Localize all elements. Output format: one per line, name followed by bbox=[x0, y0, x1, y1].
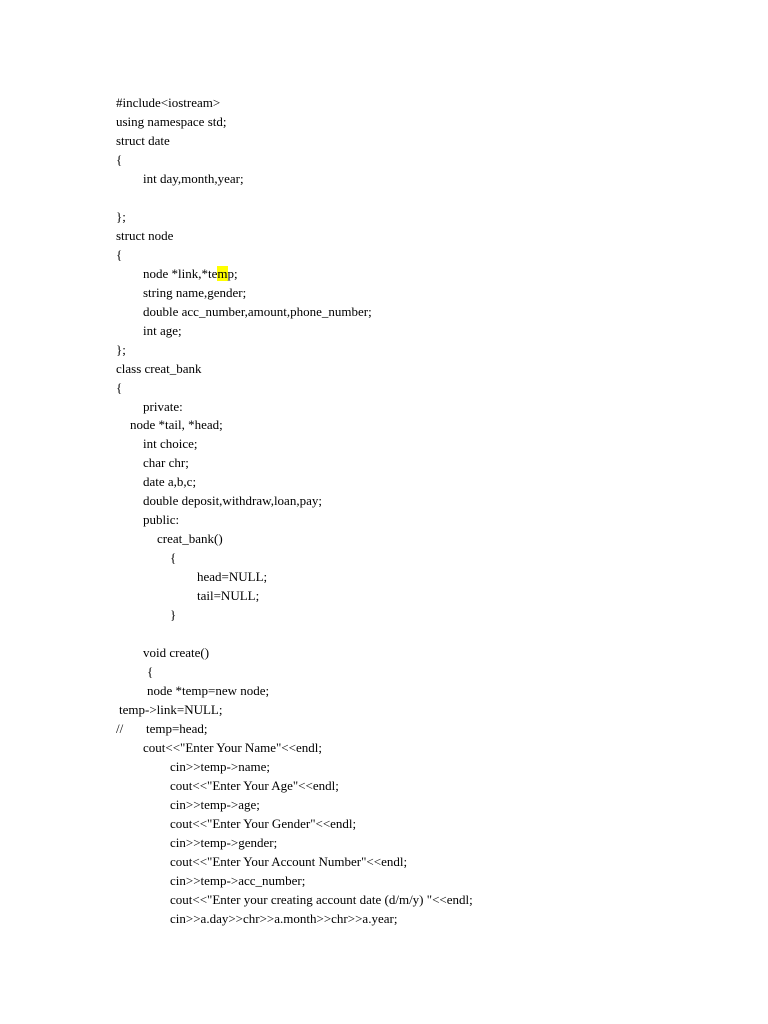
code-line-text: { bbox=[116, 379, 123, 395]
code-line bbox=[116, 891, 473, 910]
code-line bbox=[116, 872, 473, 891]
code-line bbox=[116, 910, 473, 929]
code-line-text: cin>>temp->age; bbox=[170, 796, 260, 812]
code-line bbox=[116, 549, 473, 568]
code-line bbox=[116, 208, 473, 227]
code-line bbox=[116, 113, 473, 132]
code-line bbox=[116, 853, 473, 872]
code-listing bbox=[116, 94, 473, 929]
code-line-text: }; bbox=[116, 208, 126, 224]
code-line bbox=[116, 416, 473, 435]
code-line bbox=[116, 644, 473, 663]
code-line bbox=[116, 454, 473, 473]
code-line bbox=[116, 587, 473, 606]
code-line bbox=[116, 568, 473, 587]
code-line-text: int choice; bbox=[143, 436, 198, 452]
code-line-text: double acc_number,amount,phone_number; bbox=[143, 303, 372, 319]
code-line-text: node *link,*te bbox=[143, 265, 218, 281]
code-line-text: { bbox=[116, 151, 123, 167]
code-line-text: { bbox=[116, 246, 123, 262]
code-line bbox=[116, 758, 473, 777]
code-line-text: tail=NULL; bbox=[197, 588, 260, 604]
code-line bbox=[116, 132, 473, 151]
code-line bbox=[116, 94, 473, 113]
code-line bbox=[116, 341, 473, 360]
code-line-text: node *tail, *head; bbox=[130, 417, 223, 433]
code-line bbox=[116, 170, 473, 189]
code-line-text: date a,b,c; bbox=[143, 474, 197, 490]
code-line bbox=[116, 815, 473, 834]
code-line bbox=[116, 473, 473, 492]
code-line-text: private: bbox=[143, 398, 183, 414]
code-line bbox=[116, 796, 473, 815]
code-line-text-tail: p; bbox=[227, 265, 238, 281]
code-line bbox=[116, 625, 473, 644]
code-line bbox=[116, 682, 473, 701]
code-line bbox=[116, 265, 473, 284]
code-line-text: { bbox=[147, 664, 154, 680]
code-line bbox=[116, 151, 473, 170]
code-line bbox=[116, 435, 473, 454]
code-line-text: char chr; bbox=[143, 455, 189, 471]
code-line-text: cin>>a.day>>chr>>a.month>>chr>>a.year; bbox=[170, 910, 398, 926]
code-line bbox=[116, 701, 473, 720]
code-line bbox=[116, 284, 473, 303]
text-highlight: m bbox=[217, 265, 228, 281]
code-line bbox=[116, 777, 473, 796]
code-line bbox=[116, 303, 473, 322]
code-line-text: cout<<"Enter your creating account date (d/m/y) "<<endl; bbox=[170, 891, 473, 907]
code-line-text: int age; bbox=[143, 322, 182, 338]
code-line-text: }; bbox=[116, 341, 126, 357]
code-line bbox=[116, 663, 473, 682]
code-line-text: public: bbox=[143, 512, 180, 528]
code-line-text: #include<iostream> bbox=[116, 95, 221, 110]
code-line-text: cin>>temp->gender; bbox=[170, 834, 278, 850]
code-line-text: int day,month,year; bbox=[143, 170, 244, 186]
code-line bbox=[116, 227, 473, 246]
code-line-text: double deposit,withdraw,loan,pay; bbox=[143, 493, 322, 509]
code-line-text: class creat_bank bbox=[116, 360, 202, 376]
code-line bbox=[116, 530, 473, 549]
code-line bbox=[116, 322, 473, 341]
code-line-text: cout<<"Enter Your Name"<<endl; bbox=[143, 739, 322, 755]
code-line bbox=[116, 511, 473, 530]
code-line bbox=[116, 739, 473, 758]
code-line-text: cin>>temp->name; bbox=[170, 758, 270, 774]
code-line bbox=[116, 834, 473, 853]
code-line-text: cin>>temp->acc_number; bbox=[170, 872, 306, 888]
code-line bbox=[116, 606, 473, 625]
code-line-text: // temp=head; bbox=[116, 720, 208, 736]
code-line-text: void create() bbox=[143, 645, 210, 661]
code-line-text: cout<<"Enter Your Gender"<<endl; bbox=[170, 815, 357, 831]
code-line-text: cout<<"Enter Your Age"<<endl; bbox=[170, 777, 339, 793]
code-line-text: struct date bbox=[116, 132, 170, 148]
code-line-text: } bbox=[170, 607, 177, 623]
code-line-text: cout<<"Enter Your Account Number"<<endl; bbox=[170, 853, 408, 869]
code-line-text: head=NULL; bbox=[197, 569, 268, 585]
code-line bbox=[116, 360, 473, 379]
code-line bbox=[116, 492, 473, 511]
code-line-text: string name,gender; bbox=[143, 284, 247, 300]
code-line bbox=[116, 720, 473, 739]
code-line bbox=[116, 379, 473, 398]
code-line bbox=[116, 398, 473, 417]
code-line-text: creat_bank() bbox=[157, 531, 223, 547]
code-line-text: struct node bbox=[116, 227, 174, 243]
code-line bbox=[116, 189, 473, 208]
code-line bbox=[116, 246, 473, 265]
code-line-text: { bbox=[170, 550, 177, 566]
code-line-text: temp->link=NULL; bbox=[119, 702, 223, 717]
code-line-text: node *temp=new node; bbox=[147, 683, 270, 699]
code-line-text: using namespace std; bbox=[116, 113, 227, 129]
